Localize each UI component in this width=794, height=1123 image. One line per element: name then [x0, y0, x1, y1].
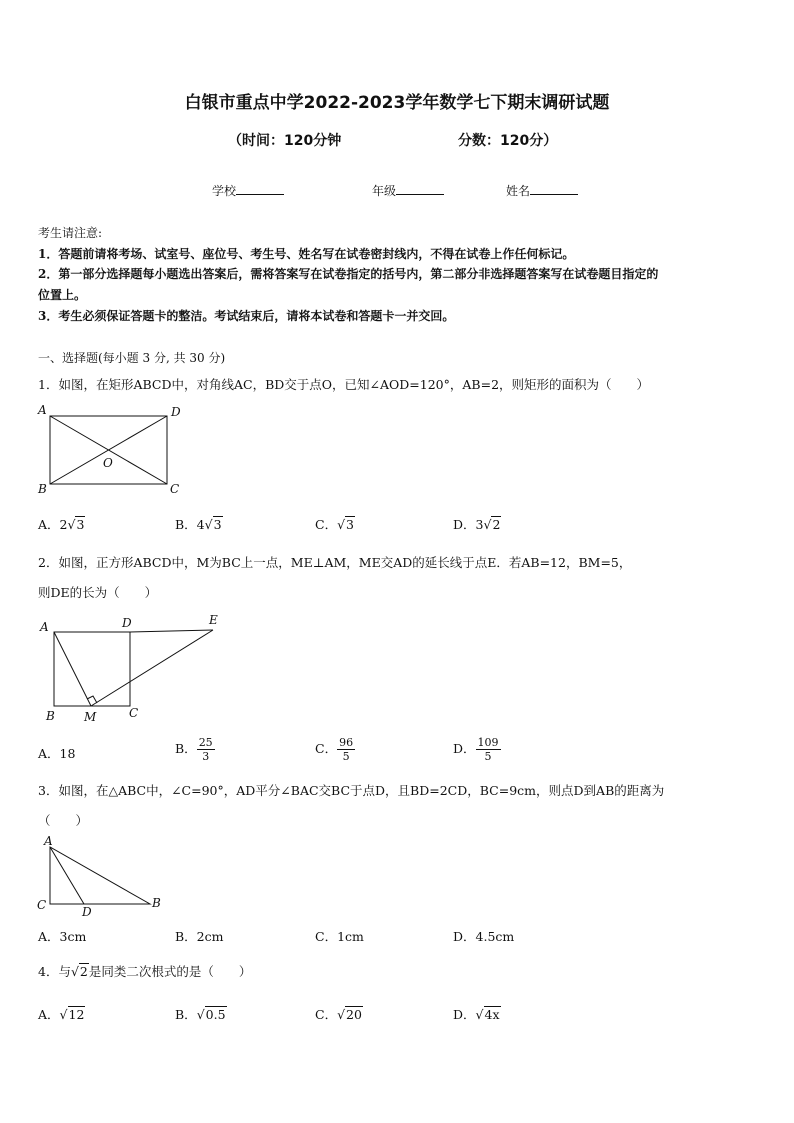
grade-label: 年级 — [372, 184, 397, 198]
notice-line: 位置上。 — [38, 288, 87, 302]
sqrt-symbol: √3 — [67, 517, 85, 532]
q2-label-b: B — [46, 709, 55, 723]
q1-label-a: A — [38, 403, 47, 417]
q1-option-a[interactable]: A．2√3 — [38, 517, 85, 532]
section-heading: 一、选择题(每小题 3 分, 共 30 分) — [38, 351, 226, 365]
q1-label-d: D — [171, 405, 181, 419]
q3-option-b[interactable]: B．2cm — [175, 929, 224, 944]
q3-option-c[interactable]: C．1cm — [315, 929, 364, 944]
q3-label-a: A — [44, 834, 53, 848]
notice-line: 2．第一部分选择题每小题选出答案后，需将答案写在试卷指定的括号内，第二部分非选择题答案写在试卷题目指定的 — [38, 267, 659, 281]
time-label: （时间：120分钟 — [228, 133, 342, 149]
q1-option-d[interactable]: D．3√2 — [453, 517, 501, 532]
q3-label-d: D — [82, 905, 92, 919]
question-3-text: 3．如图，在△ABC中，∠C=90°，AD平分∠BAC交BC于点D，且BD=2CD，BC=9cm，则点D到AB的距离为 — [38, 783, 665, 798]
sqrt-symbol: √20 — [337, 1007, 362, 1022]
q1-label-b: B — [38, 482, 47, 496]
q3-option-a[interactable]: A．3cm — [38, 929, 87, 944]
q1-label-c: C — [170, 482, 180, 496]
question-3-text-cont: （ ） — [38, 813, 89, 828]
fraction: $\frac{109}{5}$ — [477, 736, 499, 763]
question-2-text: 2．如图，正方形ABCD中，M为BC上一点，ME⊥AM，ME交AD的延长线于点E．若AB=12，BM=5， — [38, 555, 632, 570]
q1-label-o: O — [103, 456, 113, 470]
question-4-text: 4．与√2是同类二次根式的是（ ） — [38, 964, 252, 979]
fraction: $\frac{25}{3}$ — [198, 736, 213, 763]
notice-heading: 考生请注意: — [38, 226, 103, 240]
sqrt-symbol: √2 — [483, 517, 501, 532]
q3-option-d[interactable]: D．4.5cm — [453, 929, 515, 944]
q1-option-c[interactable]: C．√3 — [315, 517, 354, 532]
school-label: 学校 — [212, 184, 237, 198]
q1-option-b[interactable]: B．4√3 — [175, 517, 222, 532]
notice-line: 3．考生必须保证答题卡的整洁。考试结束后，请将本试卷和答题卡一并交回。 — [38, 309, 455, 323]
q2-option-b[interactable]: B． $\frac{25}{3}$ — [175, 736, 213, 763]
q4-option-b[interactable]: B．√0.5 — [175, 1007, 226, 1022]
q2-label-c: C — [129, 706, 139, 720]
sqrt-symbol: √4x — [475, 1007, 500, 1022]
q2-option-a[interactable]: A．18 — [38, 746, 76, 761]
q3-label-c: C — [37, 898, 47, 912]
q2-label-d: D — [122, 616, 132, 630]
q4-option-d[interactable]: D．√4x — [453, 1007, 500, 1022]
q3-label-b: B — [152, 896, 161, 910]
sqrt-symbol: √3 — [337, 517, 354, 532]
page-title: 白银市重点中学2022-2023学年数学七下期末调研试题 — [184, 93, 610, 113]
q2-option-d[interactable]: D． $\frac{109}{5}$ — [453, 736, 499, 763]
sqrt-symbol: √3 — [204, 517, 222, 532]
score-label: 分数：120分） — [458, 133, 558, 149]
q2-label-e: E — [209, 613, 218, 627]
fraction: $\frac{96}{5}$ — [339, 736, 354, 763]
sqrt-symbol: √2 — [70, 964, 88, 979]
notice-line: 1．答题前请将考场、试室号、座位号、考生号、姓名写在试卷密封线内，不得在试卷上作任何标记。 — [38, 247, 575, 261]
q2-label-a: A — [40, 620, 49, 634]
sqrt-symbol: √12 — [59, 1007, 85, 1022]
sqrt-symbol: √0.5 — [196, 1007, 226, 1022]
name-label: 姓名 — [506, 184, 531, 198]
question-1-text: 1．如图，在矩形ABCD中，对角线AC，BD交于点O，已知∠AOD=120°，AB=2，则矩形的面积为（ ） — [38, 377, 650, 392]
q2-option-c[interactable]: C． $\frac{96}{5}$ — [315, 736, 354, 763]
q4-option-c[interactable]: C．√20 — [315, 1007, 362, 1022]
q2-label-m: M — [84, 710, 97, 724]
q4-option-a[interactable]: A．√12 — [38, 1007, 85, 1022]
question-2-text-cont: 则DE的长为（ ） — [38, 585, 158, 600]
